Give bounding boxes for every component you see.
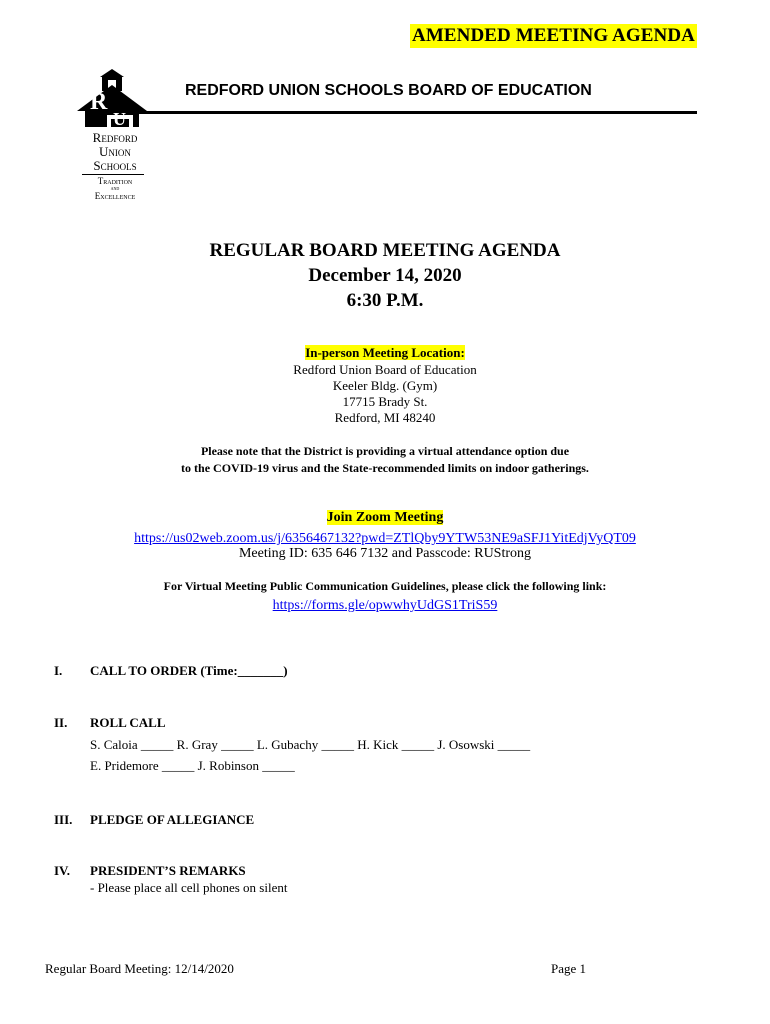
- header-divider: [125, 111, 697, 114]
- location-label: In-person Meeting Location:: [305, 345, 465, 360]
- address-line: Redford, MI 48240: [334, 410, 436, 425]
- agenda-item-number: II.: [54, 715, 68, 730]
- agenda-item-number: IV.: [54, 863, 71, 878]
- agenda-item-number: I.: [54, 663, 63, 678]
- agenda-item-number: III.: [54, 812, 73, 827]
- footer-meeting-label: Regular Board Meeting: 12/14/2020: [45, 961, 234, 976]
- logo-text-and: and: [110, 186, 120, 192]
- meeting-date: December 14, 2020: [308, 265, 462, 286]
- zoom-label-row: [0, 510, 770, 526]
- address-line: 17715 Brady St.: [342, 394, 428, 409]
- covid-notice-line: to the COVID-19 virus and the State-recommended limits on indoor gatherings.: [181, 461, 589, 475]
- agenda-item-title: ROLL CALL: [90, 715, 166, 730]
- location-label-row: [0, 345, 770, 361]
- logo-initial-r: R: [90, 89, 108, 115]
- amended-agenda-label: AMENDED MEETING AGENDA: [412, 25, 695, 46]
- agenda-item-note: - Please place all cell phones on silent: [90, 880, 288, 895]
- covid-notice-line: Please note that the District is providing a virtual attendance option due: [200, 444, 570, 458]
- roll-call-line: E. Pridemore _____ J. Robinson _____: [90, 758, 295, 773]
- forms-link-row: [0, 596, 770, 614]
- logo-divider: [82, 174, 144, 175]
- organization-title: REDFORD UNION SCHOOLS BOARD OF EDUCATION: [185, 82, 592, 99]
- agenda-item-title: CALL TO ORDER (Time:_______): [90, 663, 288, 678]
- agenda-title: REGULAR BOARD MEETING AGENDA: [209, 240, 561, 261]
- logo-text-tradition: Tradition: [97, 176, 133, 186]
- logo-text-union: Union: [99, 144, 131, 159]
- agenda-item-title: PRESIDENT’S REMARKS: [90, 863, 246, 878]
- zoom-meeting-link[interactable]: https://us02web.zoom.us/j/6356467132?pwd=ZTlQby9YTW53NE9aSFJ1YitEdjVyQT09: [134, 531, 636, 546]
- zoom-label: Join Zoom Meeting: [326, 510, 444, 525]
- agenda-item-title: PLEDGE OF ALLEGIANCE: [90, 812, 255, 827]
- meeting-time: 6:30 P.M.: [346, 290, 424, 311]
- logo-text-schools: Schools: [93, 158, 137, 173]
- guidelines-form-link[interactable]: https://forms.gle/opwwhyUdGS1TriS59: [272, 598, 498, 613]
- virtual-guidelines-text: For Virtual Meeting Public Communication Guidelines, please click the following link:: [163, 579, 607, 593]
- logo-initial-u: U: [113, 109, 126, 129]
- address-line: Keeler Bldg. (Gym): [332, 378, 438, 393]
- logo-text-excellence: Excellence: [94, 191, 136, 201]
- page-number: Page 1: [551, 961, 587, 976]
- meeting-id-text: Meeting ID: 635 646 7132 and Passcode: RUStrong: [238, 546, 532, 561]
- roll-call-line: S. Caloia _____ R. Gray _____ L. Gubachy _____ H. Kick _____ J. Osowski _____: [90, 737, 531, 752]
- zoom-link-row: [0, 529, 770, 547]
- logo-text-redford: Redford: [92, 130, 138, 145]
- address-line: Redford Union Board of Education: [293, 362, 477, 377]
